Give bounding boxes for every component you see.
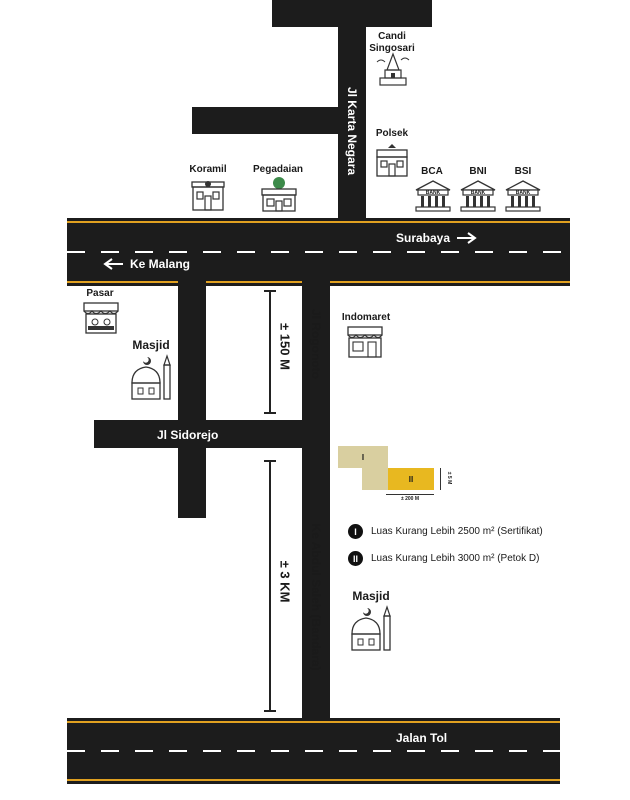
road-label-jalan-tol: Jalan Tol bbox=[396, 731, 448, 745]
plot-width-label: ± 200 M bbox=[400, 496, 420, 502]
road-label-ke-malang-text: Ke Malang bbox=[130, 257, 191, 271]
bank-icon-bca bbox=[414, 179, 452, 213]
center-dash bbox=[67, 251, 570, 253]
label-pegadaian: Pegadaian bbox=[252, 164, 304, 175]
road-label-sidorejo: Jl Sidorejo bbox=[157, 428, 219, 442]
label-indomaret: Indomaret bbox=[341, 312, 391, 323]
road-label-ke-malang bbox=[102, 257, 190, 271]
road-jalan-tol bbox=[67, 718, 560, 784]
bank-icon-bsi bbox=[504, 179, 542, 213]
tick-top bbox=[264, 460, 276, 462]
bank-icon bbox=[414, 179, 452, 213]
label-bsi: BSI bbox=[514, 166, 532, 177]
plot-depth-bar bbox=[440, 468, 441, 490]
road-label-abdul-saleh: Ke Abdul Saleh (Bandara) bbox=[309, 523, 323, 671]
label-candi-singosari: Candi Singosari bbox=[369, 31, 415, 54]
edge-line-bottom bbox=[67, 779, 560, 781]
legend-mark: II bbox=[348, 551, 363, 566]
bank-sign: BANK bbox=[515, 190, 531, 196]
label-bca: BCA bbox=[421, 166, 443, 177]
road-label-rogonoto: Jl Rogonoto bbox=[309, 309, 323, 379]
road-west-vertical bbox=[178, 278, 206, 518]
police-station-icon bbox=[374, 142, 410, 178]
bank-sign: BANK bbox=[425, 190, 441, 196]
distance-bar-150m bbox=[269, 290, 271, 414]
distance-bar-3km bbox=[269, 460, 271, 712]
center-dash bbox=[67, 750, 560, 752]
mosque-icon bbox=[346, 604, 394, 652]
legend-text: Luas Kurang Lebih 2500 m² (Sertifikat) bbox=[371, 526, 543, 537]
label-koramil: Koramil bbox=[189, 164, 227, 175]
plot-depth-label: ± 5 M bbox=[446, 471, 452, 485]
arrow-left-icon bbox=[102, 258, 124, 270]
market-icon bbox=[82, 300, 120, 335]
tick-bottom bbox=[264, 412, 276, 414]
label-masjid-2: Masjid bbox=[352, 589, 390, 603]
convenience-store-icon bbox=[345, 324, 385, 359]
legend-row-2 bbox=[348, 551, 539, 566]
bank-icon bbox=[459, 179, 497, 213]
label-masjid-1: Masjid bbox=[132, 338, 170, 352]
distance-label-3km: ± 3 KM bbox=[278, 547, 293, 617]
lot-1-extension bbox=[362, 468, 388, 490]
legend-mark: I bbox=[348, 524, 363, 539]
temple-icon bbox=[373, 52, 413, 88]
lot-1 bbox=[338, 446, 388, 468]
mosque-icon bbox=[126, 353, 174, 401]
road-branch-upper bbox=[192, 107, 366, 134]
label-polsek: Polsek bbox=[375, 128, 409, 139]
road-label-surabaya bbox=[396, 231, 478, 245]
bank-sign: BANK bbox=[470, 190, 486, 196]
label-pasar: Pasar bbox=[86, 288, 114, 299]
lot-2 bbox=[388, 468, 434, 490]
military-post-icon bbox=[190, 177, 226, 212]
lot-2-label: II bbox=[408, 474, 414, 484]
bank-icon-bni bbox=[459, 179, 497, 213]
bank-icon bbox=[504, 179, 542, 213]
road-label-karta-negara: Jl Karta Negara bbox=[345, 86, 359, 176]
tick-top bbox=[264, 290, 276, 292]
edge-line-top bbox=[67, 721, 560, 723]
legend-text: Luas Kurang Lebih 3000 m² (Petok D) bbox=[371, 553, 540, 564]
plot-width-bar bbox=[386, 494, 434, 495]
legend-row-1 bbox=[348, 524, 543, 539]
arrow-right-icon bbox=[456, 232, 478, 244]
label-bni: BNI bbox=[469, 166, 487, 177]
road-label-surabaya-text: Surabaya bbox=[396, 231, 451, 245]
distance-label-150m: ± 150 M bbox=[278, 307, 293, 387]
lot-1-label: I bbox=[361, 452, 365, 462]
tick-bottom bbox=[264, 710, 276, 712]
road-main-horizontal bbox=[67, 218, 570, 286]
edge-line-top bbox=[67, 221, 570, 223]
pawnshop-icon bbox=[259, 176, 299, 213]
